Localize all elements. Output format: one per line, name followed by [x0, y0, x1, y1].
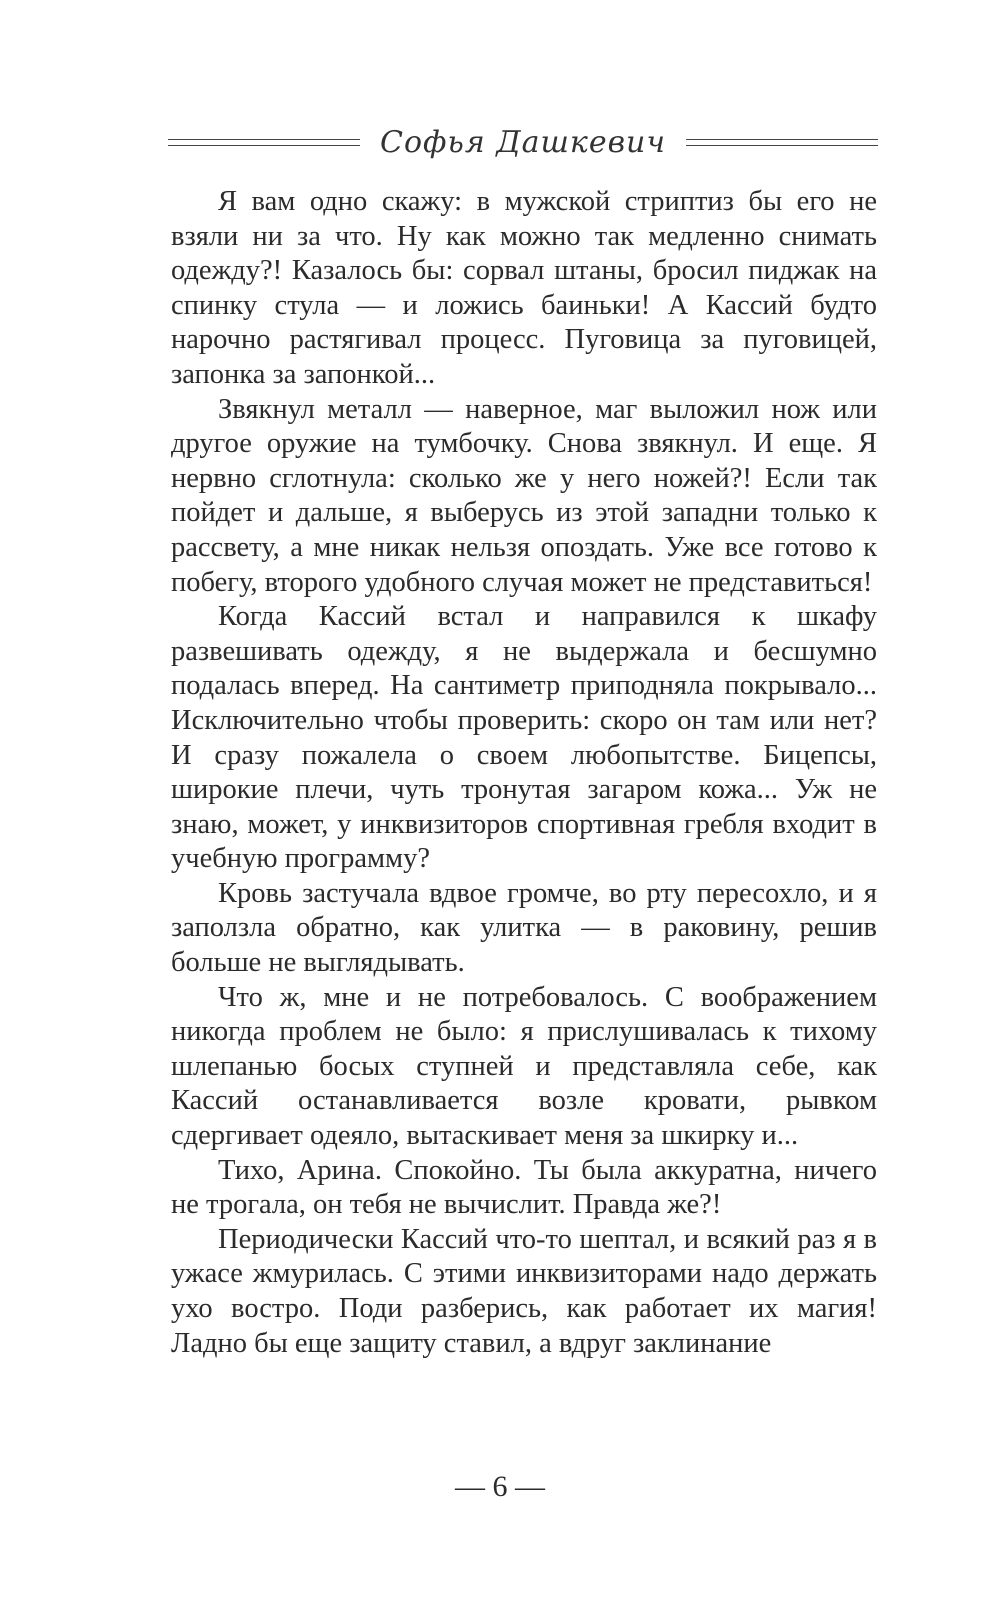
paragraph: Тихо, Арина. Спокойно. Ты была аккуратна, ничего не трогала, он тебя не вычислит. Правда же?!	[171, 1154, 877, 1221]
header-rule-left	[168, 139, 360, 146]
paragraph: Периодически Кассий что-то шептал, и всякий раз я в ужасе жмурилась. С этими инквизиторами надо держать ухо востро. Поди разберись, как работает их магия! Ладно бы еще защиту ставил, а вдруг заклинание	[171, 1223, 877, 1359]
paragraph: Что ж, мне и не потребовалось. С воображением никогда проблем не было: я прислушивалась к тихому шлепанью босых ступней и представляла себе, как Кассий останавливается возле кровати, рывком сдергивает одеяло, вытаскивает меня за шкирку и...	[171, 981, 877, 1152]
author-name: Софья Дашкевич	[379, 124, 667, 160]
running-header	[168, 112, 878, 172]
page-number: — 6 —	[455, 1470, 545, 1503]
paragraph: Звякнул металл — наверное, маг выложил нож или другое оружие на тумбочку. Снова звякнул. И еще. Я нервно сглотнула: сколько же у него ножей?! Если так пойдет и дальше, я выберусь из этой западни только к рассвету, а мне никак нельзя опоздать. Уже все готово к побегу, второго удобного случая может не представиться!	[171, 393, 877, 598]
paragraph: Я вам одно скажу: в мужской стриптиз бы его не взяли ни за что. Ну как можно так медленно снимать одежду?! Казалось бы: сорвал штаны, бросил пиджак на спинку стула — и ложись баиньки! А Кассий будто нарочно растягивал процесс. Пуговица за пуговицей, запонка за запонкой...	[171, 186, 877, 390]
header-rule-right	[686, 139, 878, 146]
body-text	[171, 185, 877, 1361]
paragraph: Когда Кассий встал и направился к шкафу развешивать одежду, я не выдержала и бесшумно подалась вперед. На сантиметр приподняла покрывало... Исключительно чтобы проверить: скоро он там или нет? И сразу пожалела о своем любопытстве. Бицепсы, широкие плечи, чуть тронутая загаром кожа... Уж не знаю, может, у инквизиторов спортивная гребля входит в учебную программу?	[171, 601, 877, 875]
paragraph: Кровь застучала вдвое громче, во рту пересохло, и я заползла обратно, как улитка — в раковину, решив больше не выглядывать.	[171, 877, 877, 979]
